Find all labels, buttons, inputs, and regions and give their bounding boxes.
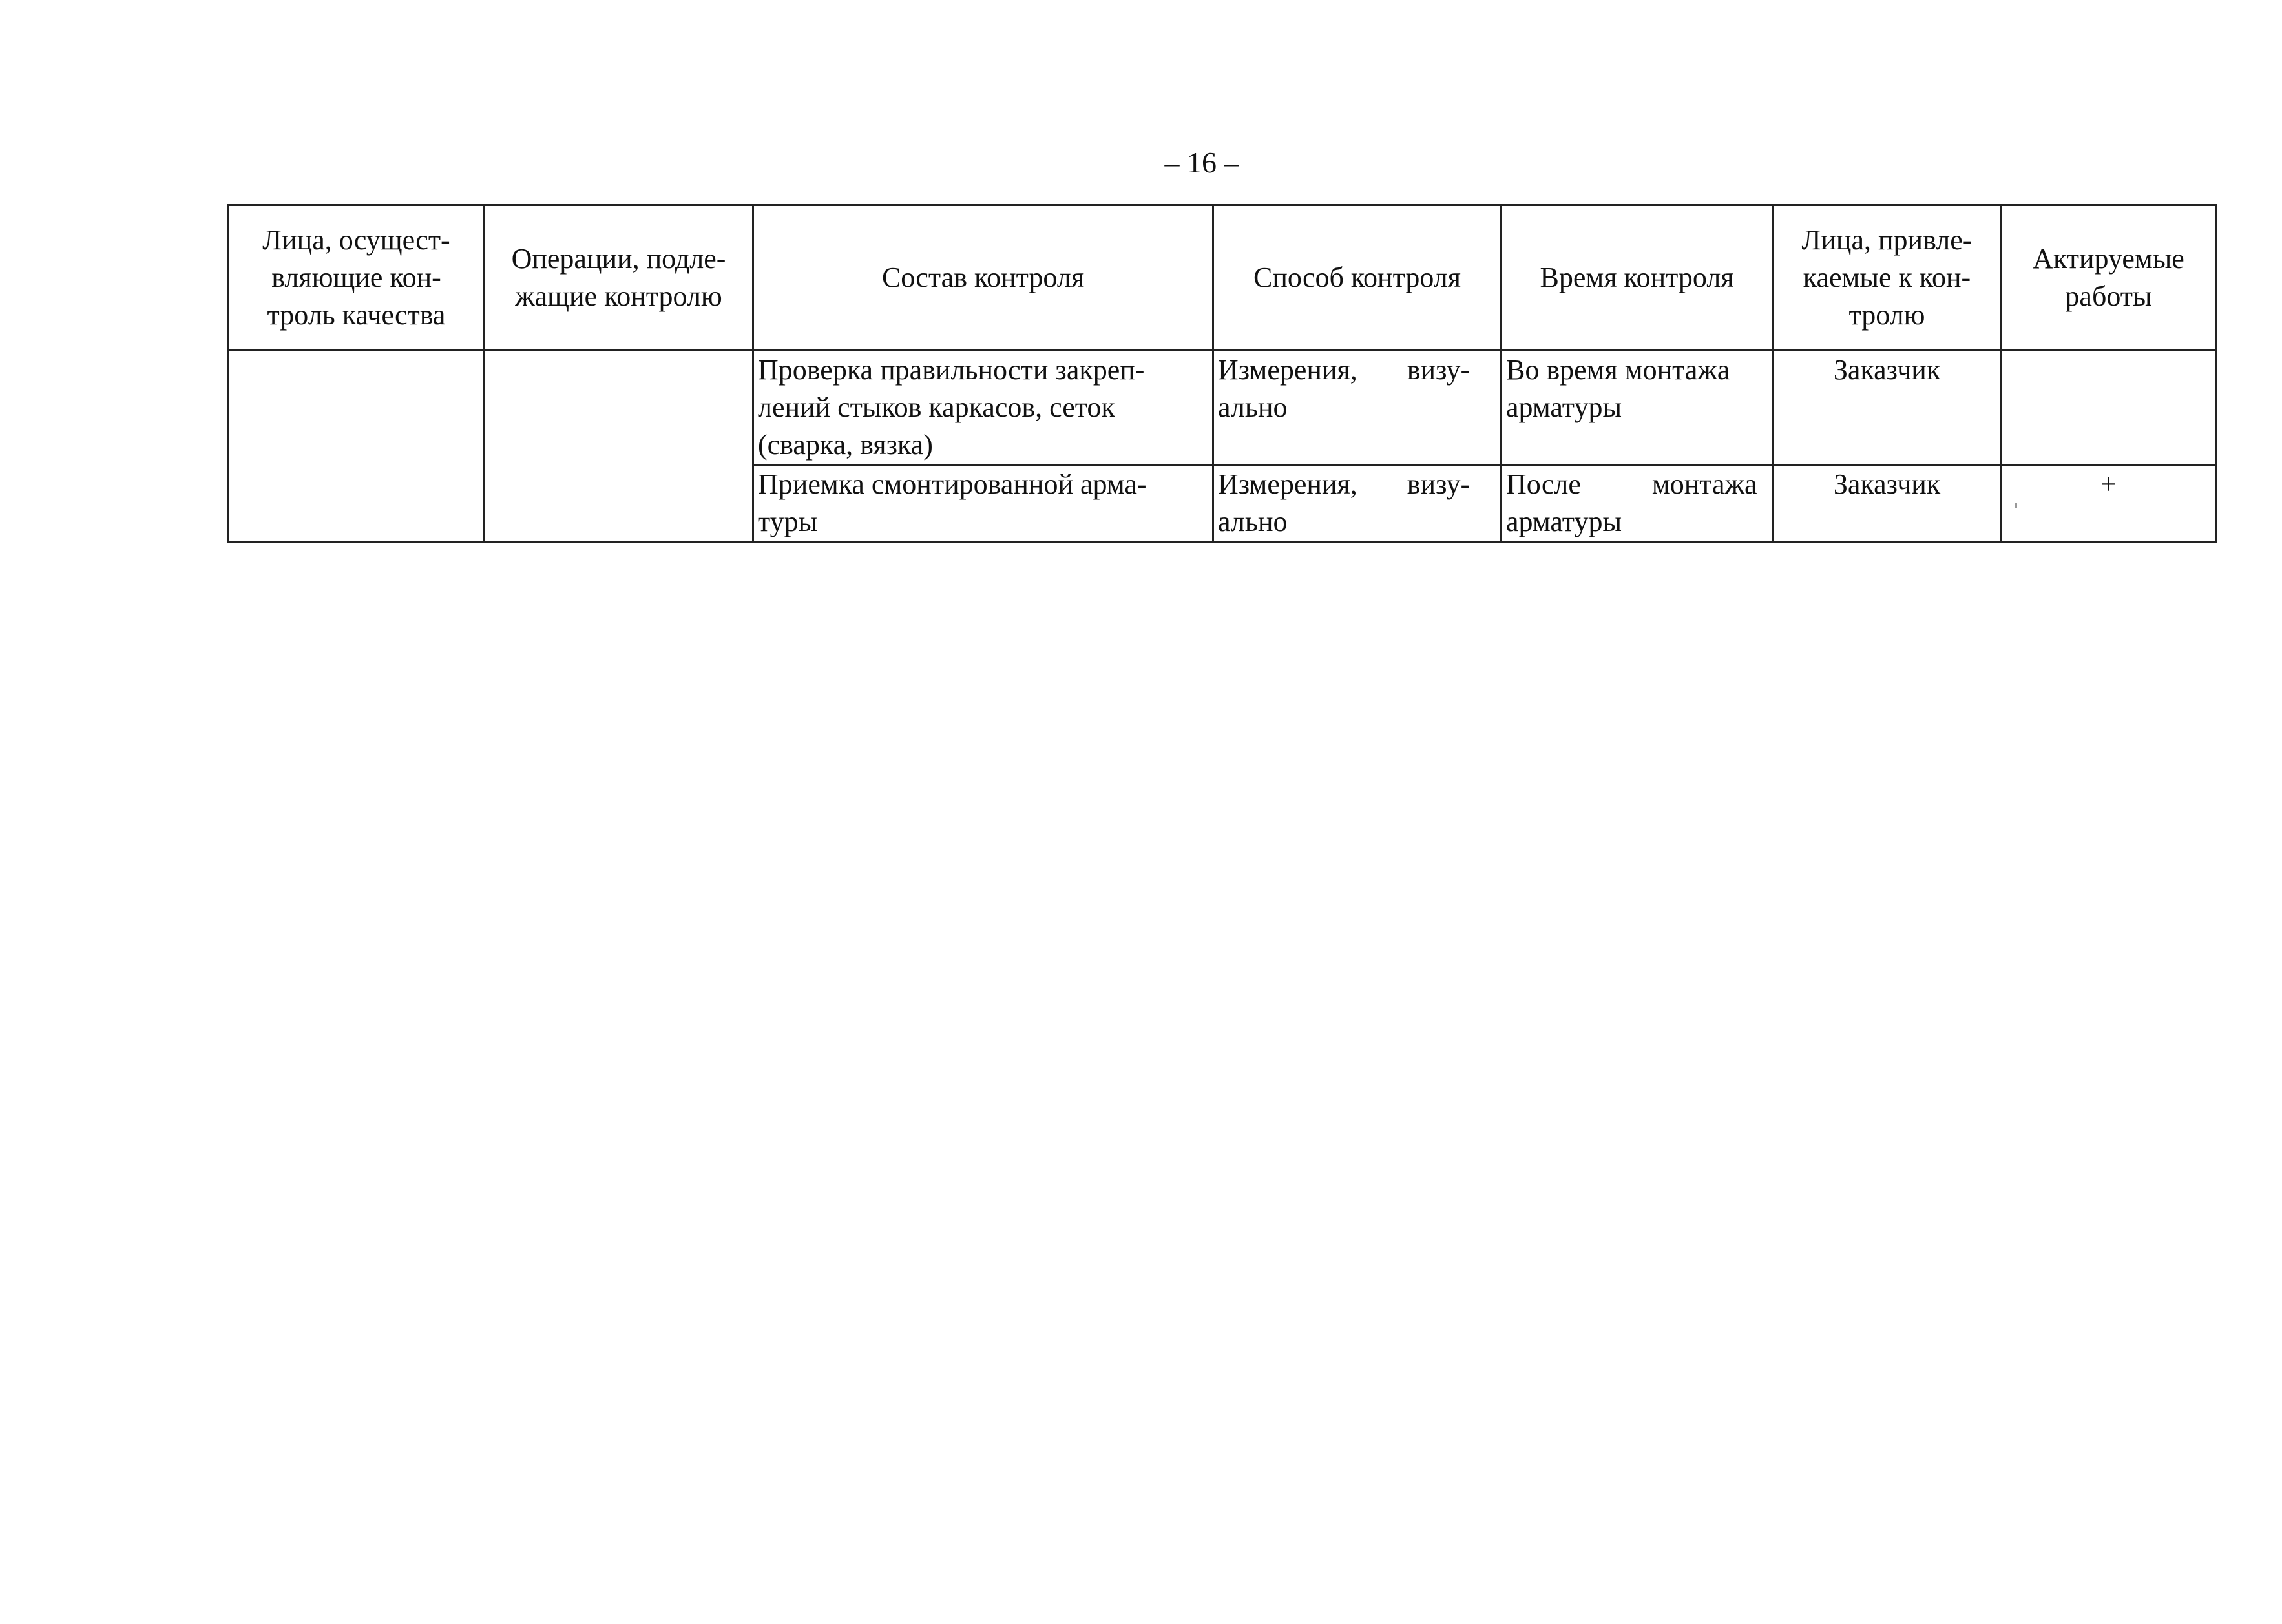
header-control-composition: Состав контроля (753, 205, 1213, 351)
cell-control-time: После монтажа арматуры (1502, 465, 1773, 542)
scan-mark (2015, 503, 2017, 508)
header-operations: Операции, подле- жащие контролю (485, 205, 753, 351)
cell-involved-persons: Заказчик (1773, 465, 2002, 542)
cell-control-method: Измерения, визу- ально (1213, 465, 1502, 542)
page-number: – 16 – (1164, 146, 1239, 179)
cell-operations (485, 351, 753, 542)
header-control-time: Время контроля (1502, 205, 1773, 351)
header-involved-persons: Лица, привле- каемые к кон- тролю (1773, 205, 2002, 351)
cell-acted-works (2002, 351, 2216, 465)
table-row (229, 351, 2216, 465)
header-quality-controllers: Лица, осущест- вляющие кон- троль качества (229, 205, 485, 351)
cell-involved-persons: Заказчик (1773, 351, 2002, 465)
cell-control-composition: Приемка смонтированной арма- туры (753, 465, 1213, 542)
quality-control-table (227, 204, 2217, 543)
cell-quality-controllers (229, 351, 485, 542)
table-header-row (229, 205, 2216, 351)
cell-control-method: Измерения, визу- ально (1213, 351, 1502, 465)
header-control-method: Способ контроля (1213, 205, 1502, 351)
cell-control-time: Во время монтажа арматуры (1502, 351, 1773, 465)
cell-control-composition: Проверка правильности закреп- лений стыков каркасов, сеток (сварка, вязка) (753, 351, 1213, 465)
cell-acted-works: + (2002, 465, 2216, 542)
header-acted-works: Актируемые работы (2002, 205, 2216, 351)
